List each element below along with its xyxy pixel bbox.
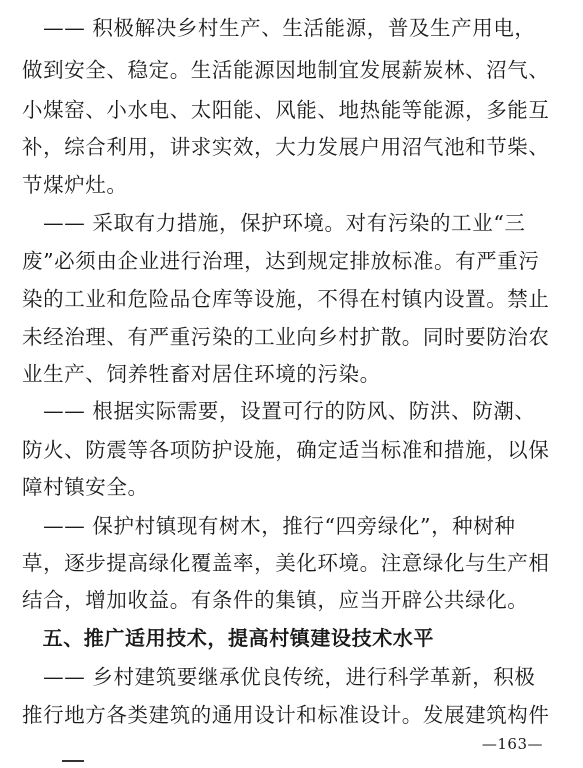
text-line: 染的工业和危险品仓库等设施，不得在村镇内设置。禁止 <box>22 287 550 311</box>
scan-mark <box>62 760 84 762</box>
text-line: 业生产、饲养牲畜对居住环境的污染。 <box>22 362 381 386</box>
text-line: —— 保护村镇现有树木，推行“四旁绿化”，种树种 <box>22 514 516 538</box>
text-line: 结合，增加收益。有条件的集镇，应当开辟公共绿化。 <box>22 588 529 612</box>
text-line: 推行地方各类建筑的通用设计和标准设计。发展建筑构件 <box>22 703 550 727</box>
text-line: 节煤炉灶。 <box>22 173 128 197</box>
text-line: 废”必须由企业进行治理，达到规定排放标准。有严重污 <box>22 249 540 273</box>
text-line: —— 采取有力措施，保护环境。对有污染的工业“三 <box>22 211 526 235</box>
text-line: —— 积极解决乡村生产、生活能源，普及生产用电， <box>22 16 536 40</box>
text-line: 小煤窑、小水电、太阳能、风能、地热能等能源，多能互 <box>22 98 550 122</box>
text-line: 未经治理、有严重污染的工业向乡村扩散。同时要防治农 <box>22 325 550 349</box>
section-heading: 五、推广适用技术，提高村镇建设技术水平 <box>22 626 434 650</box>
text-line: 草，逐步提高绿化覆盖率，美化环境。注意绿化与生产相 <box>22 551 550 575</box>
text-line: 防火、防震等各项防护设施，确定适当标准和措施，以保 <box>22 438 550 462</box>
text-line: —— 乡村建筑要继承优良传统，进行科学革新，积极 <box>22 665 536 689</box>
page-number: —163— <box>481 735 543 753</box>
text-line: 做到安全、稳定。生活能源因地制宜发展薪炭林、沼气、 <box>22 58 550 82</box>
text-line: —— 根据实际需要，设置可行的防风、防洪、防潮、 <box>22 399 536 423</box>
text-line: 障村镇安全。 <box>22 475 149 499</box>
text-line: 补，综合利用，讲求实效，大力发展户用沼气池和节柴、 <box>22 135 550 159</box>
